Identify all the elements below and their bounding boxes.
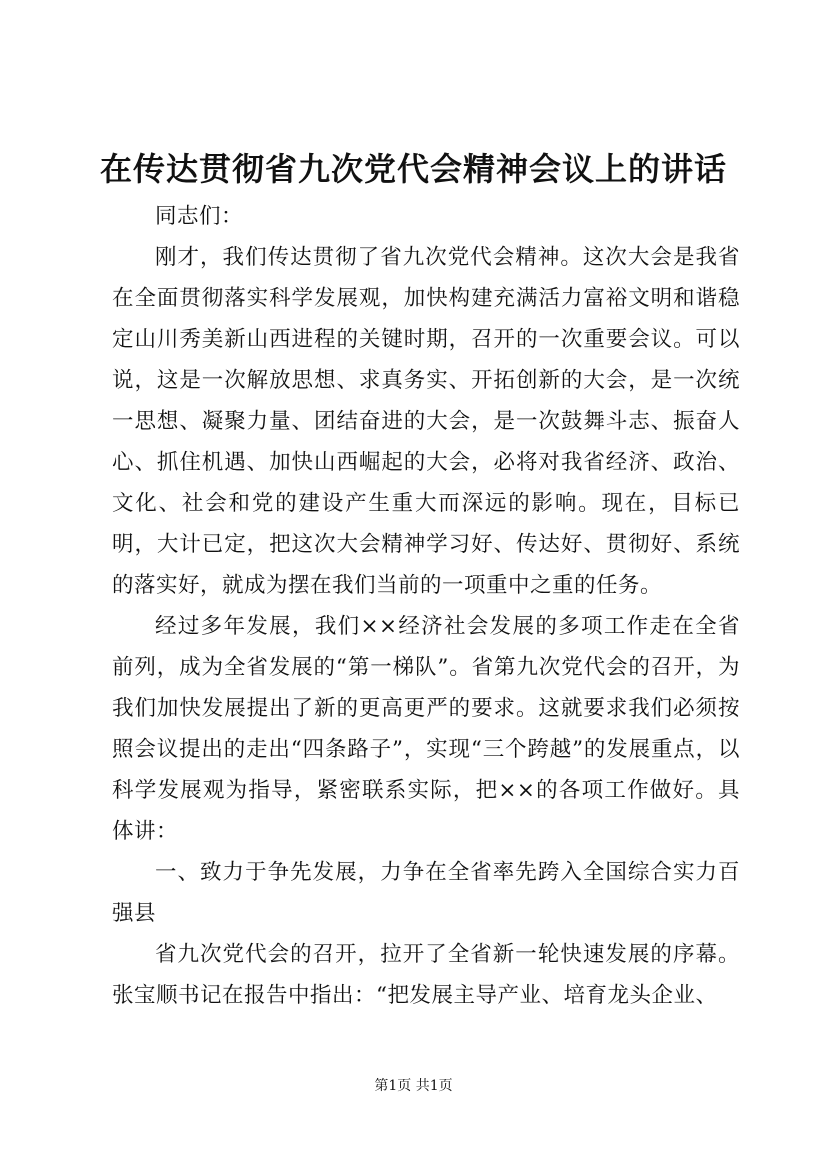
section-heading: 一、致力于争先发展，力争在全省率先跨入全国综合实力百强县	[112, 860, 740, 926]
document-body	[112, 196, 740, 1016]
document-title: 在传达贯彻省九次党代会精神会议上的讲话	[99, 150, 727, 188]
paragraph: 刚才，我们传达贯彻了省九次党代会精神。这次大会是我省在全面贯彻落实科学发展观，加快构建充满活力富裕文明和谐稳定山川秀美新山西进程的关键时期，召开的一次重要会议。可以说，这是一次解放思想、求真务实、开拓创新的大会，是一次统一思想、凝聚力量、团结奋进的大会，是一次鼓舞斗志、振奋人心、抓住机遇、加快山西崛起的大会，必将对我省经济、政治、文化、社会和党的建设产生重大而深远的影响。现在，目标已明，大计已定，把这次大会精神学习好、传达好、贯彻好、系统的落实好，就成为摆在我们当前的一项重中之重的任务。	[112, 245, 740, 598]
paragraph: 省九次党代会的召开，拉开了全省新一轮快速发展的序幕。张宝顺书记在报告中指出：“把发展主导产业、培育龙头企业、	[112, 942, 740, 1008]
salutation: 同志们：	[155, 204, 244, 229]
paragraph: 经过多年发展，我们××经济社会发展的多项工作走在全省前列，成为全省发展的“第一梯队”。省第九次党代会的召开，为我们加快发展提出了新的更高更严的要求。这就要求我们必须按照会议提出的走出“四条路子”，实现“三个跨越”的发展重点，以科学发展观为指导，紧密联系实际，把××的各项工作做好。具体讲：	[112, 614, 740, 844]
page-number-footer: 第1页 共1页	[374, 1078, 453, 1094]
